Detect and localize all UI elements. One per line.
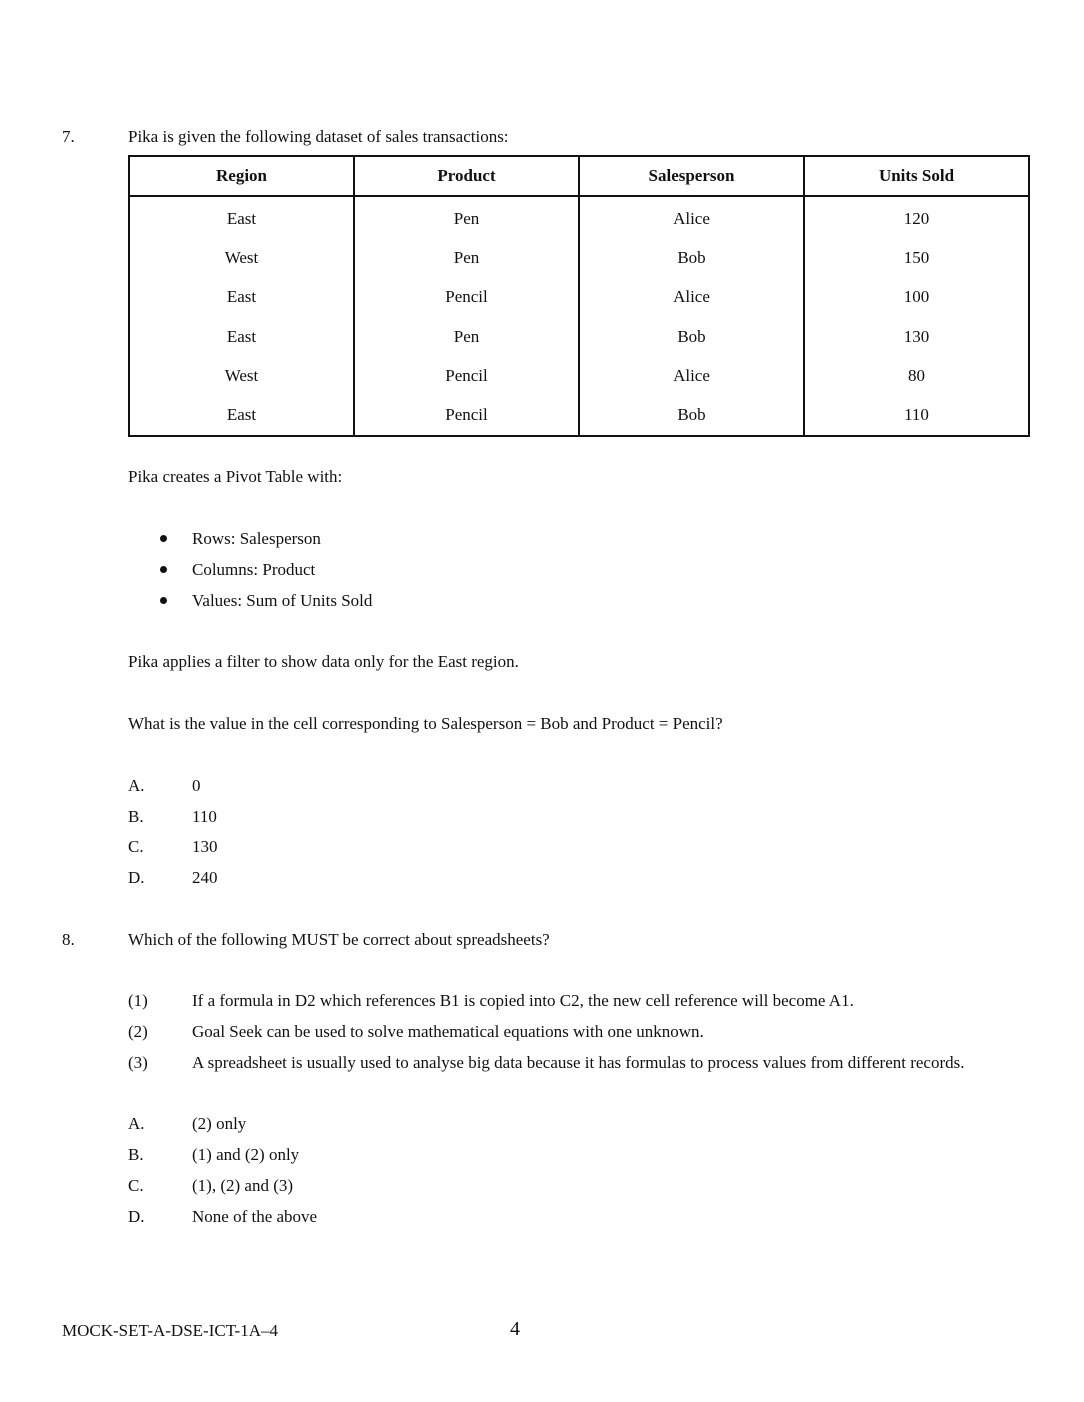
pivot-intro: Pika creates a Pivot Table with: xyxy=(128,467,343,486)
q8-option-a-letter: A. xyxy=(128,1114,145,1133)
statement-3-text: A spreadsheet is usually used to analyse big data because it has formulas to process values from different records. xyxy=(192,1053,965,1072)
statement-1-text: If a formula in D2 which references B1 is copied into C2, the new cell reference will become A1. xyxy=(192,991,854,1010)
cell-region: East xyxy=(129,196,354,238)
cell-region: West xyxy=(129,356,354,395)
q8-option-a-text: (2) only xyxy=(192,1114,247,1133)
cell-units-sold: 130 xyxy=(804,317,1029,356)
cell-units-sold: 100 xyxy=(804,278,1029,317)
cell-region: East xyxy=(129,317,354,356)
table-header-row xyxy=(129,156,1029,196)
q7-option-c-letter: C. xyxy=(128,837,144,856)
q8-option-b-text: (1) and (2) only xyxy=(192,1145,300,1164)
cell-units-sold: 80 xyxy=(804,356,1029,395)
cell-units-sold: 150 xyxy=(804,238,1029,277)
cell-salesperson: Bob xyxy=(579,395,804,435)
q8-option-b-letter: B. xyxy=(128,1145,144,1164)
question-7-number: 7. xyxy=(62,127,75,146)
bullet-icon xyxy=(160,597,167,604)
q7-option-d-text: 240 xyxy=(192,868,218,887)
paper-code: MOCK-SET-A-DSE-ICT-1A–4 xyxy=(62,1321,278,1340)
cell-salesperson: Alice xyxy=(579,196,804,238)
cell-product: Pen xyxy=(354,317,579,356)
column-header-region: Region xyxy=(129,156,354,196)
q7-option-b-text: 110 xyxy=(192,807,217,826)
q8-option-d-letter: D. xyxy=(128,1207,145,1226)
q8-option-c-letter: C. xyxy=(128,1176,144,1195)
statement-2-text: Goal Seek can be used to solve mathematical equations with one unknown. xyxy=(192,1022,704,1041)
q7-option-b-letter: B. xyxy=(128,807,144,826)
cell-salesperson: Bob xyxy=(579,317,804,356)
cell-region: East xyxy=(129,395,354,435)
statement-3-label: (3) xyxy=(128,1053,148,1072)
table-row xyxy=(129,395,1029,435)
cell-product: Pencil xyxy=(354,356,579,395)
bullet-icon xyxy=(160,535,167,542)
cell-units-sold: 120 xyxy=(804,196,1029,238)
table-row xyxy=(129,238,1029,277)
q7-option-d-letter: D. xyxy=(128,868,145,887)
table-row xyxy=(129,278,1029,317)
q8-option-d-text: None of the above xyxy=(192,1207,318,1226)
filter-description: Pika applies a filter to show data only for the East region. xyxy=(128,652,519,671)
page-number: 4 xyxy=(510,1318,520,1340)
pivot-setting-values: Values: Sum of Units Sold xyxy=(192,591,373,610)
bullet-icon xyxy=(160,566,167,573)
cell-product: Pencil xyxy=(354,395,579,435)
column-header-units-sold: Units Sold xyxy=(804,156,1029,196)
cell-salesperson: Alice xyxy=(579,278,804,317)
cell-region: West xyxy=(129,238,354,277)
question-7-intro: Pika is given the following dataset of sales transactions: xyxy=(128,127,509,146)
q7-option-a-letter: A. xyxy=(128,776,145,795)
cell-product: Pen xyxy=(354,238,579,277)
cell-salesperson: Bob xyxy=(579,238,804,277)
question-8-number: 8. xyxy=(62,930,75,949)
statement-2-label: (2) xyxy=(128,1022,148,1041)
column-header-salesperson: Salesperson xyxy=(579,156,804,196)
column-header-product: Product xyxy=(354,156,579,196)
q7-option-c-text: 130 xyxy=(192,837,218,856)
cell-salesperson: Alice xyxy=(579,356,804,395)
table-row xyxy=(129,317,1029,356)
pivot-setting-rows: Rows: Salesperson xyxy=(192,529,321,548)
cell-region: East xyxy=(129,278,354,317)
pivot-setting-columns: Columns: Product xyxy=(192,560,316,579)
cell-product: Pencil xyxy=(354,278,579,317)
cell-units-sold: 110 xyxy=(804,395,1029,435)
statement-1-label: (1) xyxy=(128,991,148,1010)
sales-dataset-table xyxy=(128,155,1030,437)
table-row xyxy=(129,356,1029,395)
question-8-prompt: Which of the following MUST be correct about spreadsheets? xyxy=(128,930,550,949)
question-7-prompt: What is the value in the cell corresponding to Salesperson = Bob and Product = Pencil? xyxy=(128,714,723,733)
q7-option-a-text: 0 xyxy=(192,776,201,795)
table-row xyxy=(129,196,1029,238)
cell-product: Pen xyxy=(354,196,579,238)
q8-option-c-text: (1), (2) and (3) xyxy=(192,1176,294,1195)
